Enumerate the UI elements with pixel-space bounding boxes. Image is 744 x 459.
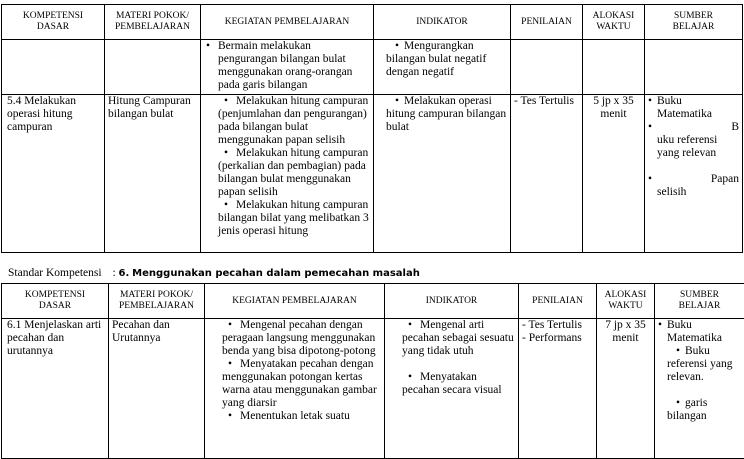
materi-cell: Pecahan dan Urutannya [109,319,205,459]
alokasi-cell: 7 jp x 35 menit [597,319,655,459]
kegiatan-item: • Melakukan hitung campuran (perkalian dan pembagian) pada bilangan bulat menggunakan papan selisih [204,147,370,199]
table-row [2,319,744,459]
kegiatan-item: • Menyatakan pecahan dengan menggunakan potongan kertas warna atau menggunakan gambar yang diarsir [208,358,381,410]
header-kompetensi: KOMPETENSI DASAR [2,284,109,319]
header-indikator: INDIKATOR [385,284,519,319]
materi-cell: Hitung Campuran bilangan bulat [105,95,201,253]
indikator-item: • Mengenal arti pecahan sebagai sesuatu yang tidak utuh [388,319,515,358]
header-sumber: SUMBER BELAJAR [655,284,744,319]
table-row [2,40,743,95]
syllabus-table-2 [1,283,744,459]
header-materi: MATERI POKOK/ PEMBELAJARAN [109,284,205,319]
kegiatan-item: • Melakukan hitung campuran bilangan bilat yang melibatkan 3 jenis operasi hitung [204,199,370,238]
standar-label: Standar Kompetensi [8,267,102,279]
penilaian-item: - Tes Tertulis [522,319,593,332]
header-penilaian: PENILAIAN [519,284,597,319]
sumber-item: • Buku Matematika [648,95,739,121]
header-kegiatan: KEGIATAN PEMBELAJARAN [205,284,385,319]
table-row [2,95,743,253]
standar-kompetensi: Standar Kompetensi : 6. Menggunakan pecahan dalam pemecahan masalah [8,266,420,281]
alokasi-cell: 5 jp x 35 menit [583,95,645,253]
kegiatan-item: • Mengenal pecahan dengan peragaan langsung menggunakan benda yang bisa dipotong-potong [208,319,381,358]
header-indikator: INDIKATOR [374,5,511,40]
sumber-item: uku referensi yang relevan [657,134,739,160]
sumber-item: • Buku Matematika [658,319,741,345]
sumber-item: • B [657,121,739,134]
sumber-item: • garis bilangan [658,397,741,423]
standar-number: 6. [119,268,130,279]
sumber-item: selisih [657,186,739,199]
header-kegiatan: KEGIATAN PEMBELAJARAN [201,5,374,40]
penilaian-item: - Performans [522,332,593,345]
indikator-item: • Melakukan operasi hitung campuran bilangan bulat [377,95,507,134]
header-materi: MATERI POKOK/ PEMBELAJARAN [105,5,201,40]
penilaian-cell: - Tes Tertulis [511,95,583,253]
header-sumber: SUMBER BELAJAR [645,5,743,40]
kegiatan-item: • Menentukan letak suatu [208,410,381,423]
indikator-item: • Menyatakan pecahan secara visual [388,371,515,397]
syllabus-table-1 [1,4,743,253]
kegiatan-item: • Melakukan hitung campuran (penjumlahan dan pengurangan) pada bilangan bulat menggunakan papan selisih [204,95,370,147]
header-penilaian: PENILAIAN [511,5,583,40]
header-alokasi: ALOKASI WAKTU [597,284,655,319]
sumber-item: • Papan [657,173,739,186]
header-alokasi: ALOKASI WAKTU [583,5,645,40]
header-row [2,5,743,40]
kompetensi-cell: 5.4 Melakukan operasi hitung campuran [2,95,105,253]
kegiatan-item: • Bermain melakukan pengurangan bilangan bulat menggunakan orang-orangan pada garis bilangan [204,40,370,92]
kompetensi-cell: 6.1 Menjelaskan arti pecahan dan urutannya [2,319,109,459]
indikator-item: • Mengurangkan bilangan bulat negatif dengan negatif [377,40,507,79]
header-kompetensi: KOMPETENSI DASAR [2,5,105,40]
standar-title: Menggunakan pecahan dalam pemecahan masalah [132,268,420,279]
header-row [2,284,744,319]
sumber-item: • Buku referensi yang relevan. [658,345,741,384]
